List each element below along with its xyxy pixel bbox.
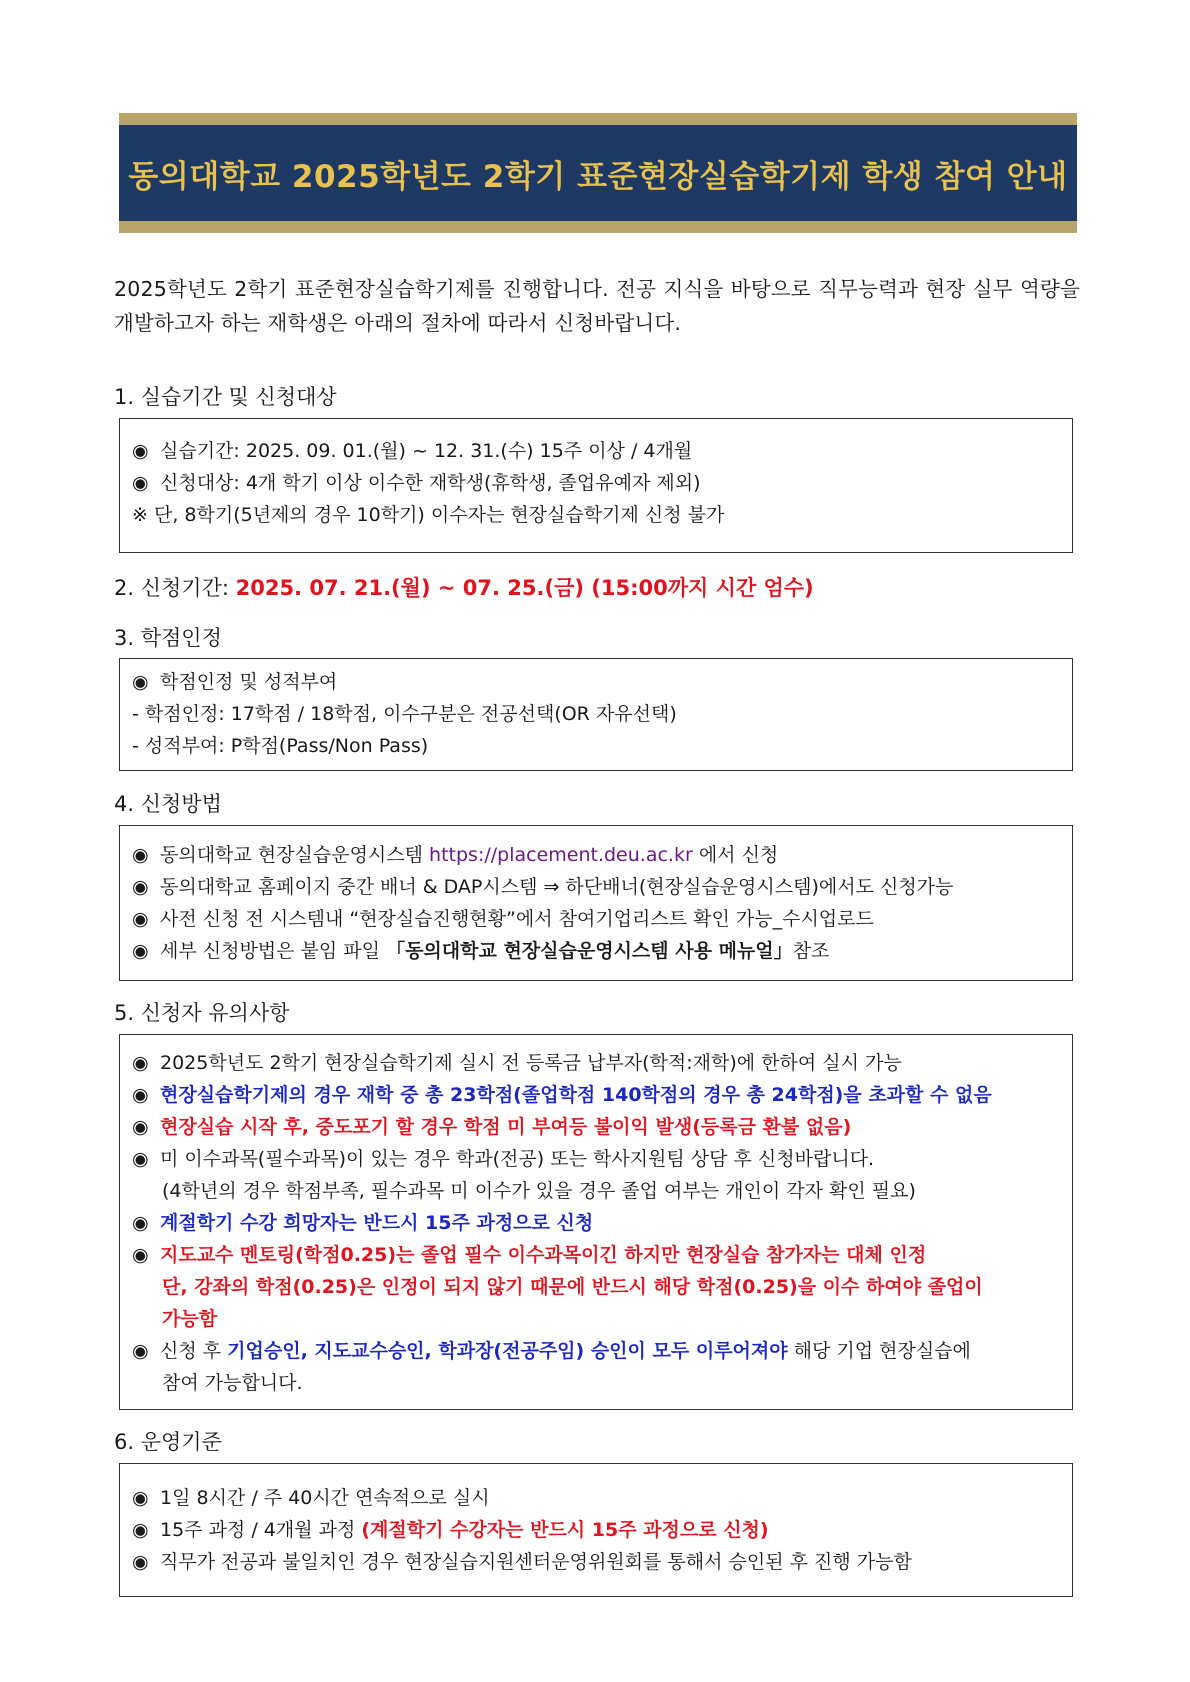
list-item: ◉ 현장실습 시작 후, 중도포기 할 경우 학점 미 부여등 불이익 발생(등록금 환불 없음): [132, 1111, 1072, 1143]
bullet-icon: ◉: [132, 1244, 149, 1266]
bullet-icon: ◉: [132, 1519, 149, 1541]
list-item: ◉ 15주 과정 / 4개월 과정 (계절학기 수강자는 반드시 15주 과정으로 신청): [132, 1514, 1072, 1546]
bullet-icon: ◉: [132, 1148, 149, 1170]
list-item: ◉ 세부 신청방법은 붙임 파일 「동의대학교 현장실습운영시스템 사용 메뉴얼」참조: [132, 935, 1072, 967]
list-item: ◉ 1일 8시간 / 주 40시간 연속적으로 실시: [132, 1482, 1072, 1514]
section-6-heading: 6. 운영기준: [114, 1430, 222, 1454]
manual-title: 「동의대학교 현장실습운영시스템 사용 메뉴얼」: [386, 940, 793, 962]
bullet-icon: ◉: [132, 1052, 149, 1074]
title-banner: [119, 113, 1077, 233]
list-item: ◉ 지도교수 멘토링(학점0.25)는 졸업 필수 이수과목이긴 하지만 현장실습 참가자는 대체 인정: [132, 1239, 1072, 1271]
section-1-heading: 1. 실습기간 및 신청대상: [114, 385, 337, 409]
bullet-icon: ◉: [132, 844, 149, 866]
page-title: 동의대학교 2025학년도 2학기 표준현장실습학기제 학생 참여 안내: [128, 158, 1068, 195]
list-item-continuation: 단, 강좌의 학점(0.25)은 인정이 되지 않기 때문에 반드시 해당 학점(0.25)을 이수 하여야 졸업이: [162, 1276, 983, 1298]
bullet-icon: ◉: [132, 876, 149, 898]
bullet-icon: ◉: [132, 908, 149, 930]
list-item: ◉ 사전 신청 전 시스템내 “현장실습진행현황”에서 참여기업리스트 확인 가능_수시업로드: [132, 903, 1072, 935]
list-item: - 학점인정: 17학점 / 18학점, 이수구분은 전공선택(OR 자유선택): [132, 703, 677, 725]
section-3-heading: 3. 학점인정: [114, 626, 222, 650]
list-item: ◉ 계절학기 수강 희망자는 반드시 15주 과정으로 신청: [132, 1207, 1072, 1239]
section-4-heading: 4. 신청방법: [114, 792, 222, 816]
bullet-icon: ◉: [132, 671, 149, 693]
section-4-box: [119, 825, 1073, 981]
application-period: 2025. 07. 21.(월) ~ 07. 25.(금) (15:00까지 시간 엄수): [235, 576, 814, 600]
list-item: ◉ 2025학년도 2학기 현장실습학기제 실시 전 등록금 납부자(학적:재학)에 한하여 실시 가능: [132, 1047, 1072, 1079]
list-item-continuation: (4학년의 경우 학점부족, 필수과목 미 이수가 있을 경우 졸업 여부는 개인이 각자 확인 필요): [162, 1180, 916, 1202]
intro-paragraph: 2025학년도 2학기 표준현장실습학기제를 진행합니다. 전공 지식을 바탕으로 직무능력과 현장 실무 역량을 개발하고자 하는 재학생은 아래의 절차에 따라서 신청바랍니다.: [114, 277, 1080, 335]
section-6-box: [119, 1463, 1073, 1597]
list-item: ◉ 학점인정 및 성적부여: [132, 666, 1072, 698]
list-item: ◉ 신청 후 기업승인, 지도교수승인, 학과장(전공주임) 승인이 모두 이루어져야 해당 기업 현장실습에: [132, 1335, 1072, 1367]
section-5-box: [119, 1034, 1073, 1410]
list-item: - 성적부여: P학점(Pass/Non Pass): [132, 735, 429, 757]
list-item: ◉ 직무가 전공과 불일치인 경우 현장실습지원센터운영위원회를 통해서 승인된 후 진행 가능함: [132, 1546, 1072, 1578]
bullet-icon: ◉: [132, 1116, 149, 1138]
bullet-icon: ◉: [132, 472, 149, 494]
list-item: ◉ 미 이수과목(필수과목)이 있는 경우 학과(전공) 또는 학사지원팀 상담 후 신청바랍니다.: [132, 1143, 1072, 1175]
bullet-icon: ◉: [132, 1084, 149, 1106]
list-item-continuation: 가능함: [162, 1308, 218, 1330]
list-item: ◉ 현장실습학기제의 경우 재학 중 총 23학점(졸업학점 140학점의 경우 총 24학점)을 초과할 수 없음: [132, 1079, 1072, 1111]
list-item: ◉ 동의대학교 현장실습운영시스템 https://placement.deu.ac.kr 에서 신청: [132, 839, 1072, 871]
list-item-continuation: 참여 가능합니다.: [162, 1372, 303, 1394]
list-item: ◉ 실습기간: 2025. 09. 01.(월) ~ 12. 31.(수) 15주 이상 / 4개월: [132, 435, 1072, 467]
bullet-icon: ◉: [132, 440, 149, 462]
bullet-icon: ◉: [132, 1551, 149, 1573]
section-3-box: [119, 658, 1073, 771]
list-item: ◉ 동의대학교 홈페이지 중간 배너 & DAP시스템 ⇒ 하단배너(현장실습운영시스템)에서도 신청가능: [132, 871, 1072, 903]
placement-link[interactable]: https://placement.deu.ac.kr: [429, 844, 693, 866]
section-5-heading: 5. 신청자 유의사항: [114, 1001, 290, 1025]
bullet-icon: ◉: [132, 1212, 149, 1234]
list-item: ※ 단, 8학기(5년제의 경우 10학기) 이수자는 현장실습학기제 신청 불가: [132, 504, 725, 526]
section-1-box: [119, 418, 1073, 553]
list-item: ◉ 신청대상: 4개 학기 이상 이수한 재학생(휴학생, 졸업유예자 제외): [132, 467, 1072, 499]
bullet-icon: ◉: [132, 1340, 149, 1362]
section-2-heading: 2. 신청기간: 2025. 07. 21.(월) ~ 07. 25.(금) (15:00까지 시간 엄수): [114, 576, 814, 600]
bullet-icon: ◉: [132, 1487, 149, 1509]
bullet-icon: ◉: [132, 940, 149, 962]
